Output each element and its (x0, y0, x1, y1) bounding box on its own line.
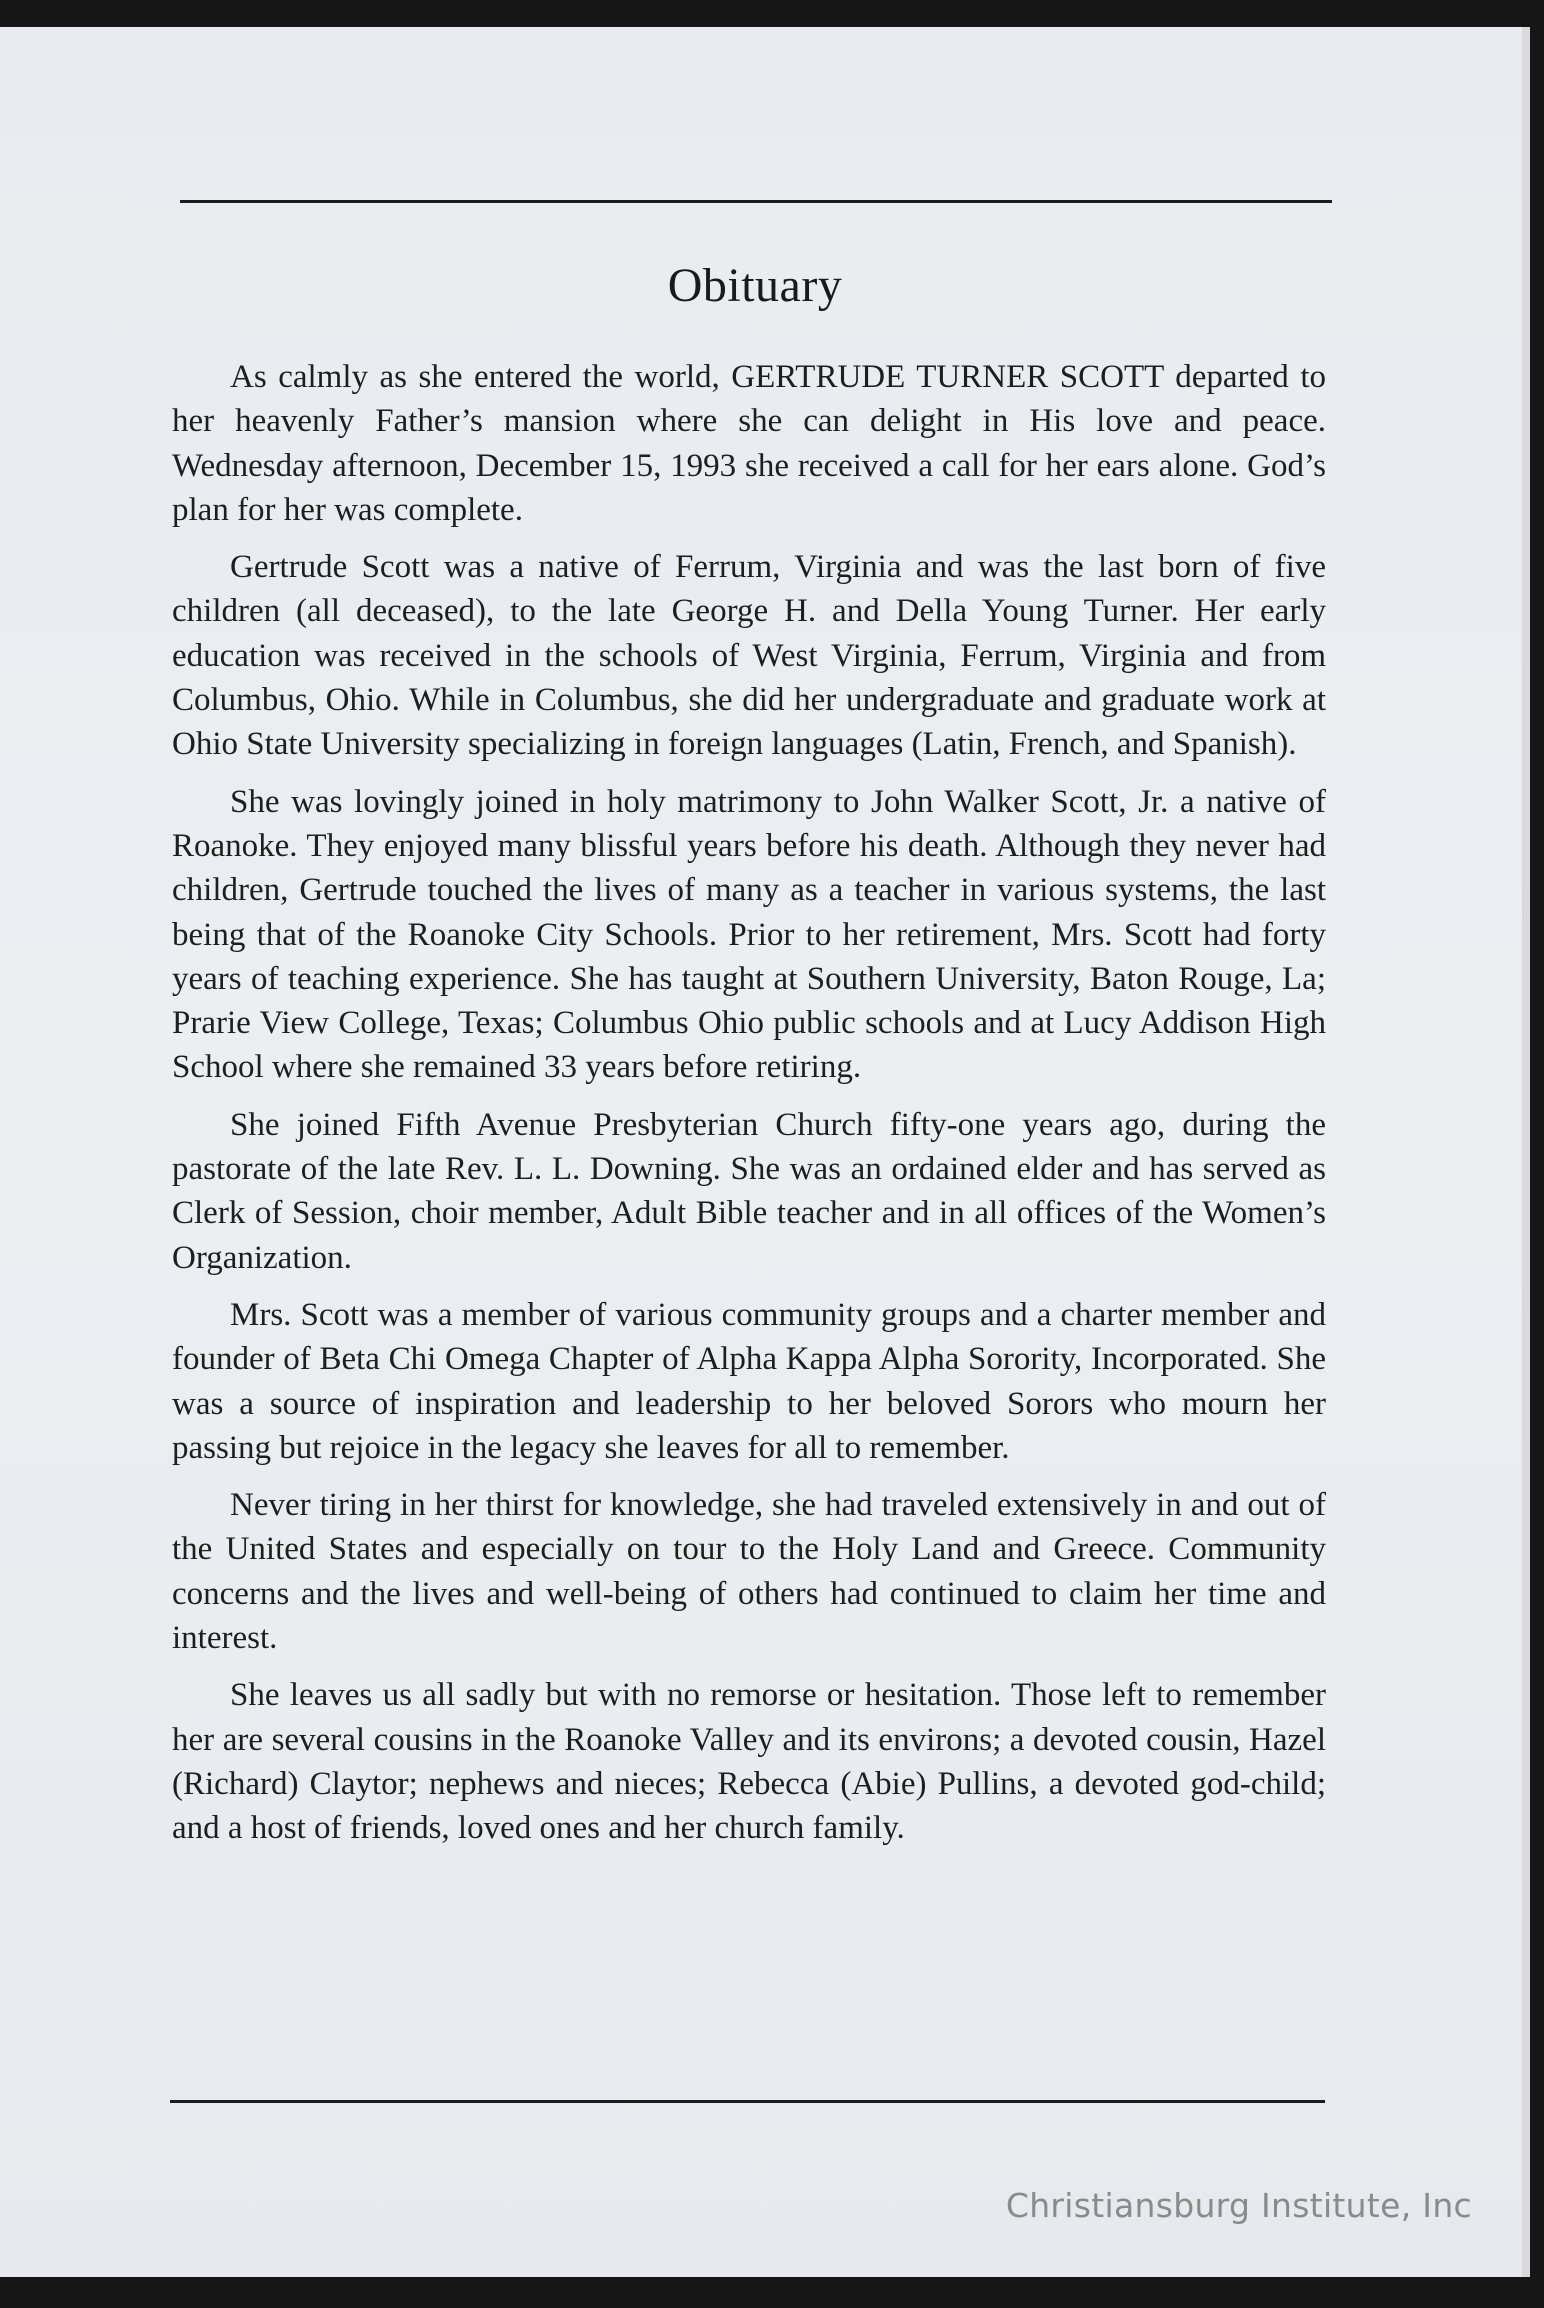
paragraph-marriage-career: She was lovingly joined in holy matrimony to John Walker Scott, Jr. a native of Roanoke. They enjoyed many blissful years before his death. Although they never had children, Gertrude touched the lives of many as a teacher in various systems, the last being that of the Roanoke City Schools. Prior to her retirement, Mrs. Scott had forty years of teaching experience. She has taught at Southern University, Baton Rouge, La; Prarie View College, Texas; Columbus Ohio public schools and at Lucy Addison High School where she remained 33 years before retiring. (172, 783, 1326, 1086)
paragraph-sorority: Mrs. Scott was a member of various community groups and a charter member and founder of Beta Chi Omega Chapter of Alpha Kappa Alpha Sorority, Incorporated. She was a source of inspiration and leadership to her beloved Sorors who mourn her passing but rejoice in the legacy she leaves for all to remember. (172, 1296, 1326, 1466)
page-edge (1522, 27, 1530, 2277)
paragraph-early-life: Gertrude Scott was a native of Ferrum, Virginia and was the last born of five children (all deceased), to the late George H. and Della Young Turner. Her early education was received in the schools of West Virginia, Ferrum, Virginia and from Columbus, Ohio. While in Columbus, she did her undergraduate and graduate work at Ohio State University specializing in foreign languages (Latin, French, and Spanish). (172, 549, 1326, 763)
paragraph-church: She joined Fifth Avenue Presbyterian Church fifty-one years ago, during the pastorate of the late Rev. L. L. Downing. She was an ordained elder and has served as Clerk of Session, choir member, Adult Bible teacher and in all offices of the Women’s Organization. (172, 1106, 1326, 1276)
paragraph-travel: Never tiring in her thirst for knowledge, she had traveled extensively in and out of the United States and especially on tour to the Holy Land and Greece. Community concerns and the lives and well-being of others had continued to claim her time and interest. (172, 1487, 1326, 1657)
paragraph-opening: As calmly as she entered the world, GERTRUDE TURNER SCOTT departed to her heavenly Father’s mansion where she can delight in His love and peace. Wednesday afternoon, December 15, 1993 she received a call for her ears alone. God’s plan for her was complete. (172, 359, 1326, 528)
bottom-divider (170, 2100, 1325, 2103)
page-title: Obituary (667, 259, 843, 312)
obituary-body (172, 355, 1326, 1864)
top-divider (180, 200, 1332, 203)
watermark: Christiansburg Institute, Inc (1005, 2186, 1472, 2225)
paragraph-survivors: She leaves us all sadly but with no remorse or hesitation. Those left to remember her are several cousins in the Roanoke Valley and its environs; a devoted cousin, Hazel (Richard) Claytor; nephews and nieces; Rebecca (Abie) Pullins, a devoted god-child; and a host of friends, loved ones and her church family. (172, 1677, 1326, 1847)
